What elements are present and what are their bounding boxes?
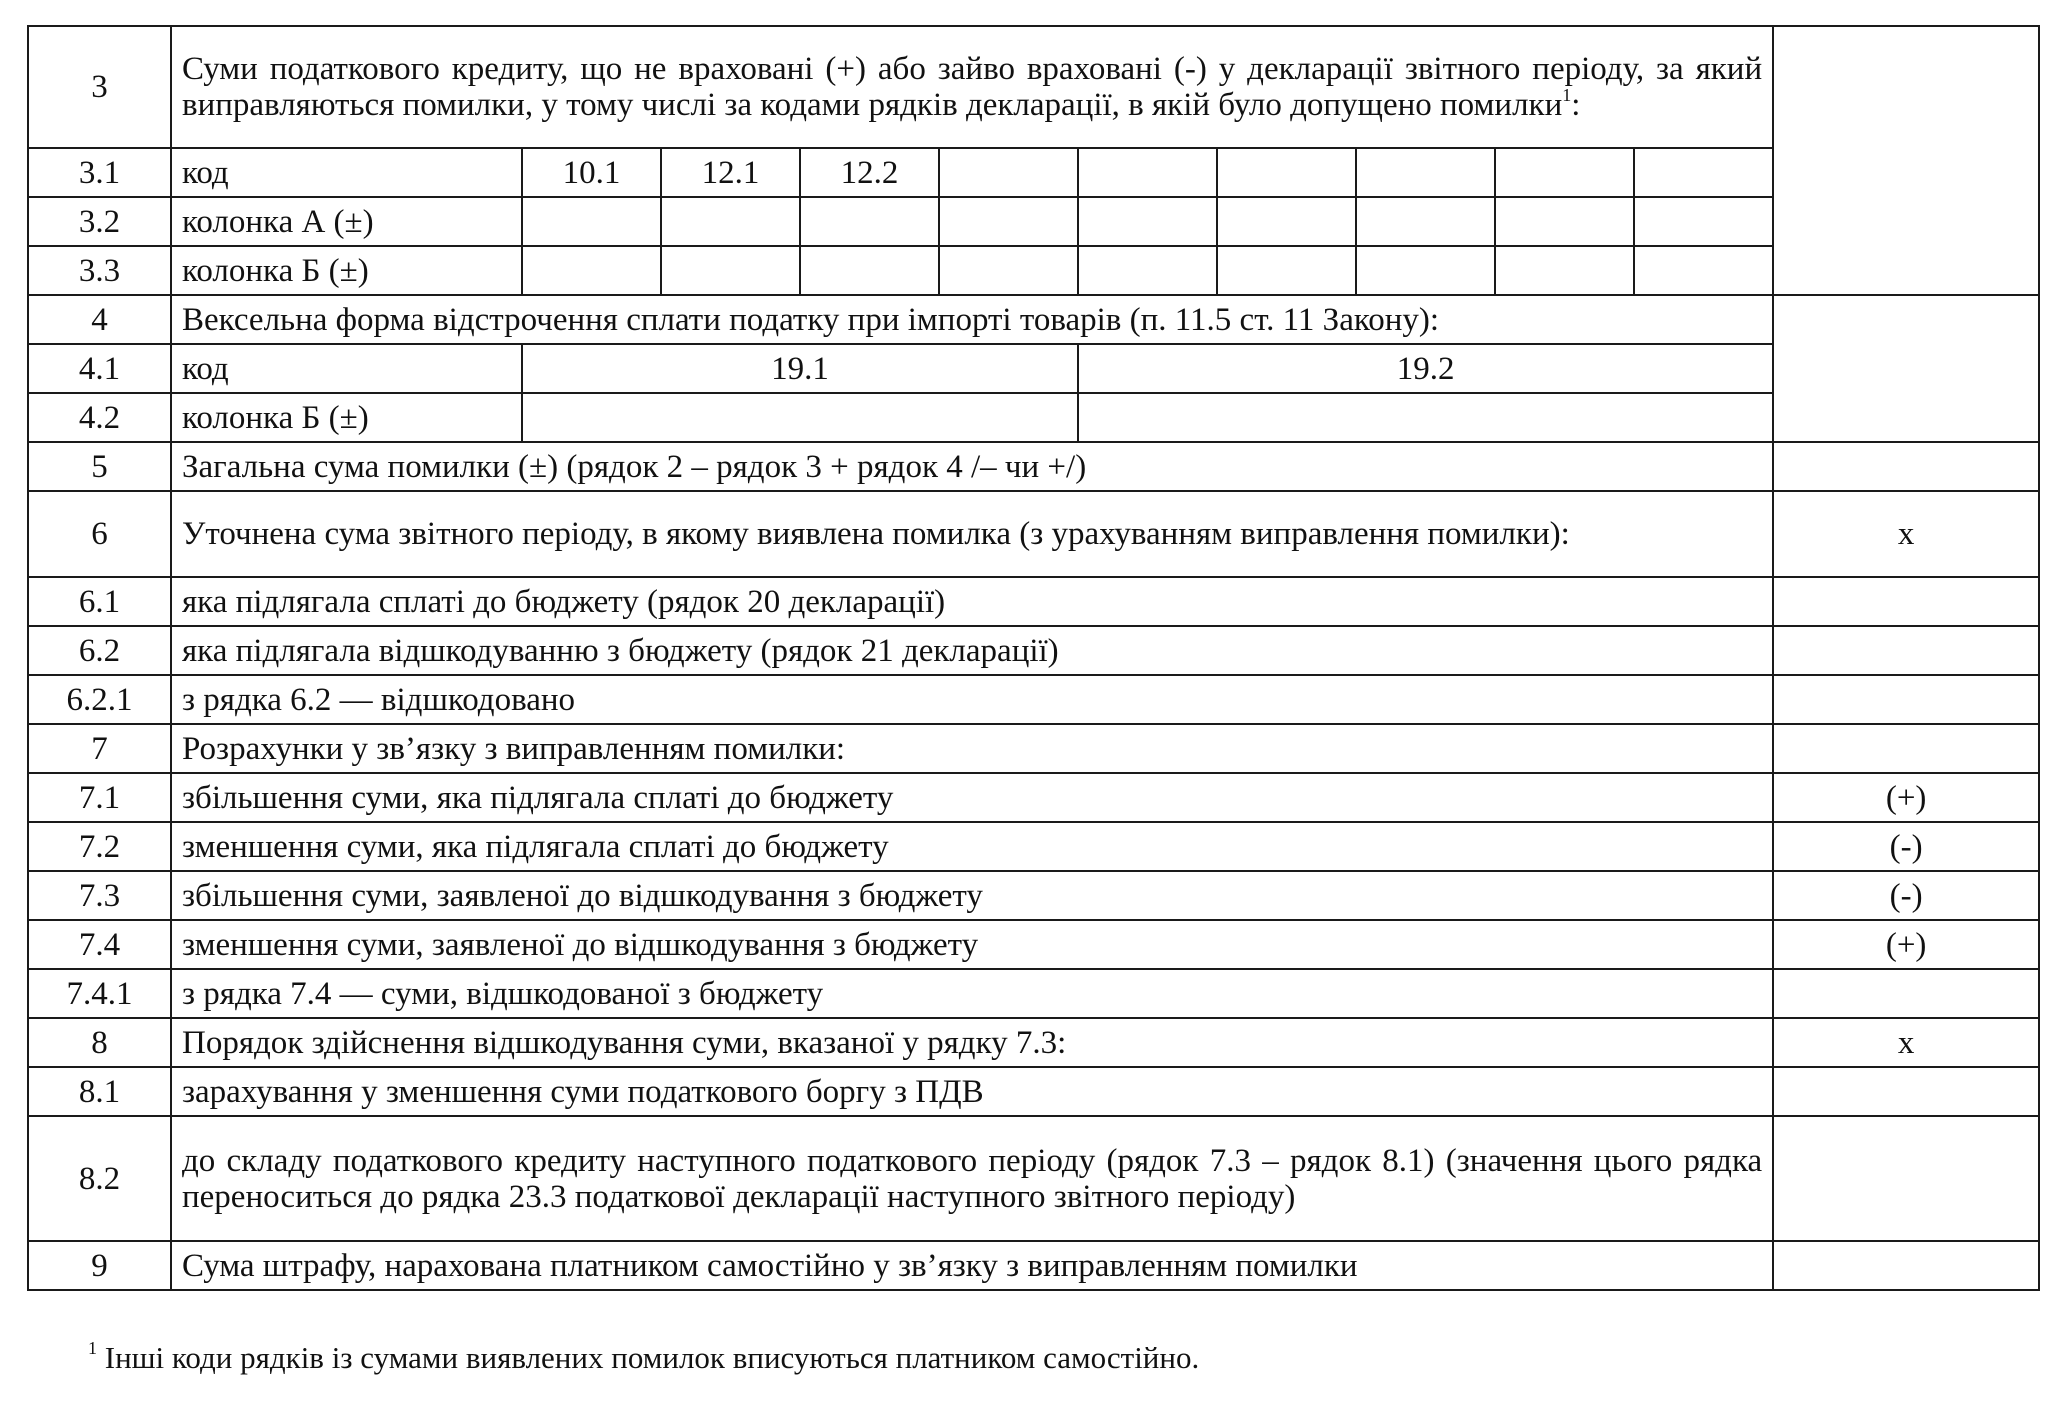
row-number: 8	[28, 1018, 171, 1067]
row-description: яка підлягала відшкодуванню з бюджету (рядок 21 декларації)	[171, 626, 1773, 675]
value-cell	[1773, 1116, 2039, 1241]
row-number: 7	[28, 724, 171, 773]
table-row	[28, 344, 2039, 393]
value-cell	[1773, 442, 2039, 491]
row-description: збільшення суми, яка підлягала сплаті до бюджету	[171, 773, 1773, 822]
row-description: яка підлягала сплаті до бюджету (рядок 20 декларації)	[171, 577, 1773, 626]
amount-cell	[800, 197, 939, 246]
row-number: 3.2	[28, 197, 171, 246]
code-cell	[1634, 148, 1773, 197]
amount-cell	[1078, 246, 1217, 295]
row-number: 6.2	[28, 626, 171, 675]
row-description	[171, 26, 1773, 148]
row-number: 3	[28, 26, 171, 148]
value-cell	[1773, 969, 2039, 1018]
value-cell	[1773, 1067, 2039, 1116]
row-description: з рядка 6.2 — відшкодовано	[171, 675, 1773, 724]
row-description: зменшення суми, яка підлягала сплаті до бюджету	[171, 822, 1773, 871]
row-text: Суми податкового кредиту, що не враховані (+) або зайво враховані (-) у декларації звітного періоду, за який виправляються помилки, у тому числі за кодами рядків декларації, в якій було допущено помилки	[182, 51, 1763, 123]
amount-cell	[939, 246, 1078, 295]
row-description: збільшення суми, заявленої до відшкодування з бюджету	[171, 871, 1773, 920]
value-cell: (+)	[1773, 773, 2039, 822]
table-row	[28, 491, 2039, 577]
table-row	[28, 393, 2039, 442]
row-number: 8.2	[28, 1116, 171, 1241]
row-number: 6	[28, 491, 171, 577]
table-row	[28, 969, 2039, 1018]
table-row	[28, 442, 2039, 491]
amount-cell	[1356, 246, 1495, 295]
row-number: 7.3	[28, 871, 171, 920]
table-row	[28, 920, 2039, 969]
code-cell: 12.2	[800, 148, 939, 197]
table-row	[28, 675, 2039, 724]
row-number: 7.4	[28, 920, 171, 969]
table-row	[28, 1018, 2039, 1067]
amount-cell	[522, 393, 1078, 442]
table-row	[28, 822, 2039, 871]
row-label: колонка А (±)	[171, 197, 522, 246]
amount-cell	[1495, 197, 1634, 246]
amount-cell	[1217, 197, 1356, 246]
amount-cell	[522, 246, 661, 295]
row-number: 9	[28, 1241, 171, 1290]
value-cell: (-)	[1773, 822, 2039, 871]
table-row	[28, 724, 2039, 773]
table-row	[28, 1067, 2039, 1116]
footnote-text: Інші коди рядків із сумами виявлених помилок вписуються платником самостійно.	[104, 1340, 1200, 1375]
amount-cell	[1634, 246, 1773, 295]
value-cell	[1773, 724, 2039, 773]
footnote-number: 1	[88, 1338, 97, 1358]
code-cell	[1217, 148, 1356, 197]
value-cell: x	[1773, 1018, 2039, 1067]
row-label: код	[171, 344, 522, 393]
code-cell: 10.1	[522, 148, 661, 197]
amount-cell	[522, 197, 661, 246]
amount-cell	[939, 197, 1078, 246]
row-number: 4.1	[28, 344, 171, 393]
value-cell: (-)	[1773, 871, 2039, 920]
row-number: 7.1	[28, 773, 171, 822]
value-cell	[1773, 626, 2039, 675]
row-label: код	[171, 148, 522, 197]
value-cell	[1773, 577, 2039, 626]
row-number: 5	[28, 442, 171, 491]
row-description: Сума штрафу, нарахована платником самостійно у зв’язку з виправленням помилки	[171, 1241, 1773, 1290]
row-description: зарахування у зменшення суми податкового боргу з ПДВ	[171, 1067, 1773, 1116]
row-description: Загальна сума помилки (±) (рядок 2 – рядок 3 + рядок 4 /– чи +/)	[171, 442, 1773, 491]
footnote-marker: 1	[1562, 85, 1572, 105]
table-row	[28, 148, 2039, 197]
code-cell	[939, 148, 1078, 197]
table-row	[28, 1116, 2039, 1241]
code-cell: 19.2	[1078, 344, 1773, 393]
value-cell	[1773, 26, 2039, 295]
row-description: з рядка 7.4 — суми, відшкодованої з бюджету	[171, 969, 1773, 1018]
row-number: 3.3	[28, 246, 171, 295]
row-description: Уточнена сума звітного періоду, в якому виявлена помилка (з урахуванням виправлення помилки):	[171, 491, 1773, 577]
table-row	[28, 26, 2039, 148]
code-cell	[1495, 148, 1634, 197]
code-cell: 19.1	[522, 344, 1078, 393]
row-description: до складу податкового кредиту наступного податкового періоду (рядок 7.3 – рядок 8.1) (значення цього рядка переноситься до рядка 23.3 податкової декларації наступного звітного періоду)	[171, 1116, 1773, 1241]
row-number: 7.4.1	[28, 969, 171, 1018]
row-number: 8.1	[28, 1067, 171, 1116]
row-description: зменшення суми, заявленої до відшкодування з бюджету	[171, 920, 1773, 969]
amount-cell	[1634, 197, 1773, 246]
amount-cell	[661, 246, 800, 295]
code-cell	[1356, 148, 1495, 197]
footnote	[88, 1340, 1988, 1376]
amount-cell	[1356, 197, 1495, 246]
row-label: колонка Б (±)	[171, 393, 522, 442]
code-cell	[1078, 148, 1217, 197]
amount-cell	[1217, 246, 1356, 295]
value-cell	[1773, 295, 2039, 442]
table-row	[28, 626, 2039, 675]
amount-cell	[661, 197, 800, 246]
table-row	[28, 773, 2039, 822]
table-row	[28, 197, 2039, 246]
row-number: 4	[28, 295, 171, 344]
row-description: Розрахунки у зв’язку з виправленням помилки:	[171, 724, 1773, 773]
error-correction-table	[27, 25, 2040, 1291]
amount-cell	[800, 246, 939, 295]
amount-cell	[1078, 393, 1773, 442]
code-cell: 12.1	[661, 148, 800, 197]
table-row	[28, 246, 2039, 295]
value-cell	[1773, 675, 2039, 724]
table-row	[28, 1241, 2039, 1290]
amount-cell	[1495, 246, 1634, 295]
table-row	[28, 295, 2039, 344]
value-cell	[1773, 1241, 2039, 1290]
row-number: 4.2	[28, 393, 171, 442]
table-row	[28, 871, 2039, 920]
value-cell: x	[1773, 491, 2039, 577]
row-text-suffix: :	[1571, 87, 1581, 123]
row-label: колонка Б (±)	[171, 246, 522, 295]
row-number: 6.2.1	[28, 675, 171, 724]
row-description: Порядок здійснення відшкодування суми, вказаної у рядку 7.3:	[171, 1018, 1773, 1067]
amount-cell	[1078, 197, 1217, 246]
row-number: 3.1	[28, 148, 171, 197]
table-row	[28, 577, 2039, 626]
row-description: Вексельна форма відстрочення сплати податку при імпорті товарів (п. 11.5 ст. 11 Закону):	[171, 295, 1773, 344]
value-cell: (+)	[1773, 920, 2039, 969]
row-number: 7.2	[28, 822, 171, 871]
row-number: 6.1	[28, 577, 171, 626]
